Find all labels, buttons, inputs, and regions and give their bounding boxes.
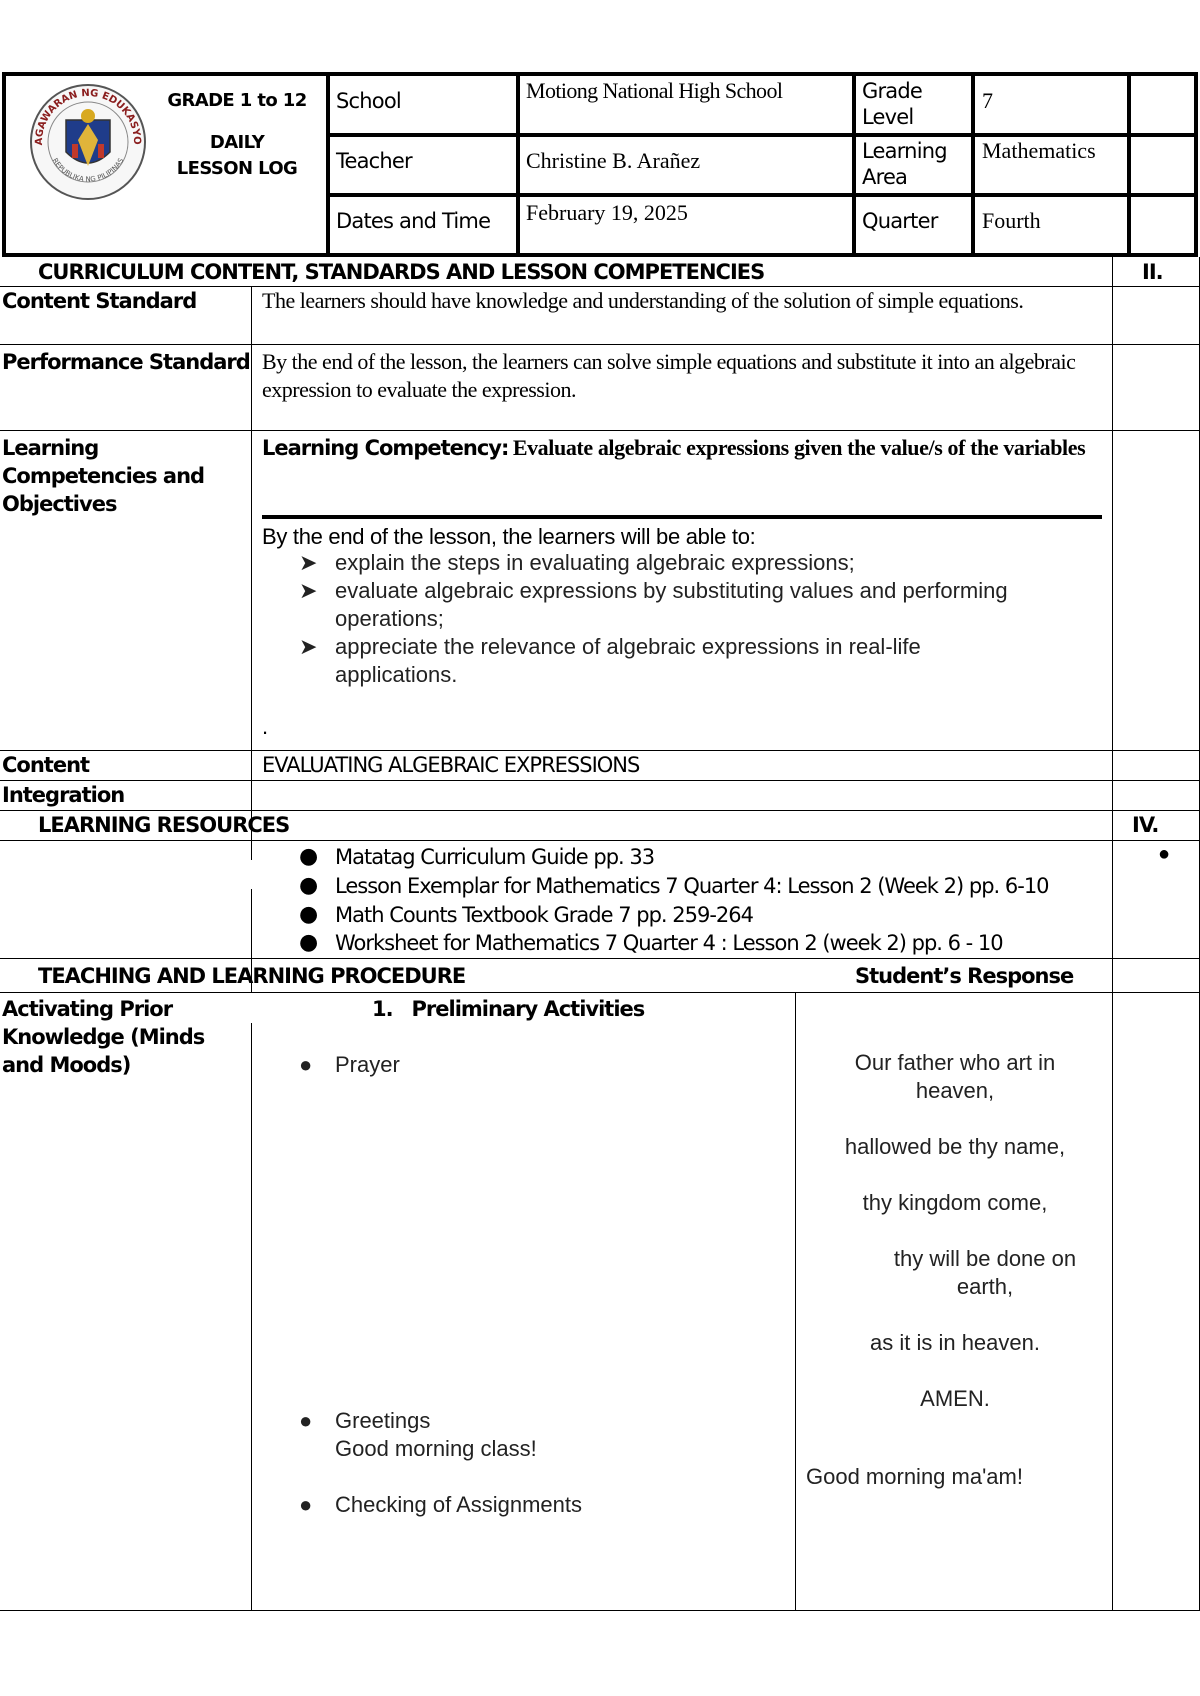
response-prayer-3: thy kingdom come, bbox=[862, 1190, 1048, 1215]
bullet-icon: ● bbox=[299, 844, 318, 869]
school-label: School bbox=[336, 89, 401, 113]
dates-time-label: Dates and Time bbox=[336, 209, 491, 233]
content-row bbox=[0, 751, 1200, 781]
performance-standard-row bbox=[0, 345, 1200, 431]
response-prayer-6: AMEN. bbox=[920, 1386, 990, 1411]
resource-item: ● Worksheet for Mathematics 7 Quarter 4 : Lesson 2 (week 2) pp. 6 - 10 bbox=[299, 930, 1003, 955]
content-standard-text: The learners should have knowledge and understanding of the solution of simple equations. bbox=[262, 288, 1024, 313]
content-standard-label: Content Standard bbox=[2, 289, 197, 313]
arrow-bullet-icon: ➤ bbox=[299, 578, 318, 603]
header-title-line1: GRADE 1 to 12 bbox=[167, 90, 307, 111]
bullet-icon: ● bbox=[299, 902, 318, 927]
deped-seal-logo bbox=[28, 82, 148, 202]
resource-item: ● Math Counts Textbook Grade 7 pp. 259-264 bbox=[299, 902, 754, 927]
arrow-bullet-icon: ➤ bbox=[299, 634, 318, 659]
section-resources-title: LEARNING RESOURCES bbox=[38, 813, 290, 837]
svg-text:KAGAWARAN NG EDUKASYON: AGAWARAN NG EDUKASYO bbox=[33, 87, 143, 146]
section-curriculum-header bbox=[0, 257, 1200, 287]
learning-area-value: Mathematics bbox=[982, 138, 1096, 163]
competency-text: Evaluate algebraic expressions given the value/s of the variables bbox=[512, 435, 1086, 460]
bullet-icon: ● bbox=[299, 873, 318, 898]
arrow-bullet-icon: ➤ bbox=[299, 550, 318, 575]
resources-row bbox=[0, 841, 1200, 959]
integration-row bbox=[0, 781, 1200, 811]
objective-item: ➤ appreciate the relevance of algebraic expressions in real-life applications. bbox=[299, 634, 921, 687]
integration-label: Integration bbox=[2, 783, 125, 807]
header-title-line2: DAILY LESSON LOG bbox=[176, 132, 298, 179]
content-label: Content bbox=[2, 753, 90, 777]
svg-text:REPUBLIKA NG PILIPINAS: REPUBLIKA NG PILIPINAS bbox=[50, 156, 126, 184]
teacher-value: Christine B. Arañez bbox=[526, 148, 701, 173]
greetings-item: ● Greetings bbox=[299, 1408, 431, 1433]
content-standard-row bbox=[0, 287, 1200, 345]
bullet-icon: ● bbox=[1158, 843, 1171, 865]
quarter-value: Fourth bbox=[982, 208, 1041, 233]
response-prayer-1: Our father who art in heaven, bbox=[854, 1050, 1056, 1103]
dates-time-value: February 19, 2025 bbox=[526, 200, 688, 225]
performance-standard-text: By the end of the lesson, the learners can solve simple equations and substitute it into an algebraic expression to evaluate the expression. bbox=[262, 349, 1076, 402]
grade-level-label: Grade Level bbox=[862, 79, 923, 129]
teacher-label: Teacher bbox=[336, 149, 412, 173]
preliminary-activities-heading: 1. Preliminary Activities bbox=[372, 997, 645, 1021]
bullet-icon: ● bbox=[299, 930, 318, 955]
objectives-intro: By the end of the lesson, the learners will be able to: bbox=[262, 524, 756, 549]
activating-label: Activating Prior Knowledge (Minds and Moods) bbox=[2, 997, 205, 1077]
resource-item: ● Matatag Curriculum Guide pp. 33 bbox=[299, 844, 655, 869]
response-greeting: Good morning ma'am! bbox=[806, 1464, 1023, 1489]
grade-level-value: 7 bbox=[982, 88, 993, 113]
bullet-icon: ● bbox=[299, 1408, 313, 1433]
learning-area-label: Learning Area bbox=[862, 139, 947, 189]
greetings-line: Good morning class! bbox=[335, 1436, 537, 1461]
competency-label: Learning Competency: bbox=[262, 436, 509, 460]
section-curriculum-title: CURRICULUM CONTENT, STANDARDS AND LESSON COMPETENCIES bbox=[38, 260, 765, 284]
objective-item: ➤ evaluate algebraic expressions by substituting values and performing operations; bbox=[299, 578, 1008, 631]
section-resources-header bbox=[0, 811, 1200, 841]
performance-standard-label: Performance Standard bbox=[2, 350, 250, 374]
section-resources-marker: IV. bbox=[1132, 813, 1159, 837]
header-table bbox=[2, 72, 1198, 257]
trailing-period: . bbox=[262, 714, 269, 739]
school-value: Motiong National High School bbox=[526, 78, 783, 103]
response-prayer-2: hallowed be thy name, bbox=[844, 1134, 1066, 1159]
content-value: EVALUATING ALGEBRAIC EXPRESSIONS bbox=[262, 753, 640, 777]
resource-item: ● Lesson Exemplar for Mathematics 7 Quarter 4: Lesson 2 (Week 2) pp. 6-10 bbox=[299, 873, 1049, 898]
section-procedure-header bbox=[0, 959, 1200, 993]
response-prayer-4: thy will be done on earth, bbox=[893, 1246, 1077, 1299]
objective-item: ➤ explain the steps in evaluating algebraic expressions; bbox=[299, 550, 855, 575]
competencies-label: Learning Competencies and Objectives bbox=[2, 436, 205, 516]
assignments-item: ● Checking of Assignments bbox=[299, 1492, 583, 1517]
lesson-grid bbox=[0, 257, 1200, 1611]
quarter-label: Quarter bbox=[862, 209, 938, 233]
bullet-icon: ● bbox=[299, 1492, 313, 1517]
section-procedure-title: TEACHING AND LEARNING PROCEDURE bbox=[38, 964, 466, 988]
prayer-item: ● Prayer bbox=[299, 1052, 400, 1077]
competencies-row bbox=[0, 431, 1200, 751]
student-response-header: Student’s Response bbox=[855, 964, 1074, 988]
bullet-icon: ● bbox=[299, 1052, 313, 1077]
competency-divider bbox=[262, 515, 1102, 519]
response-prayer-5: as it is in heaven. bbox=[870, 1330, 1040, 1355]
activating-row bbox=[0, 993, 1200, 1611]
section-curriculum-marker: II. bbox=[1142, 260, 1163, 284]
